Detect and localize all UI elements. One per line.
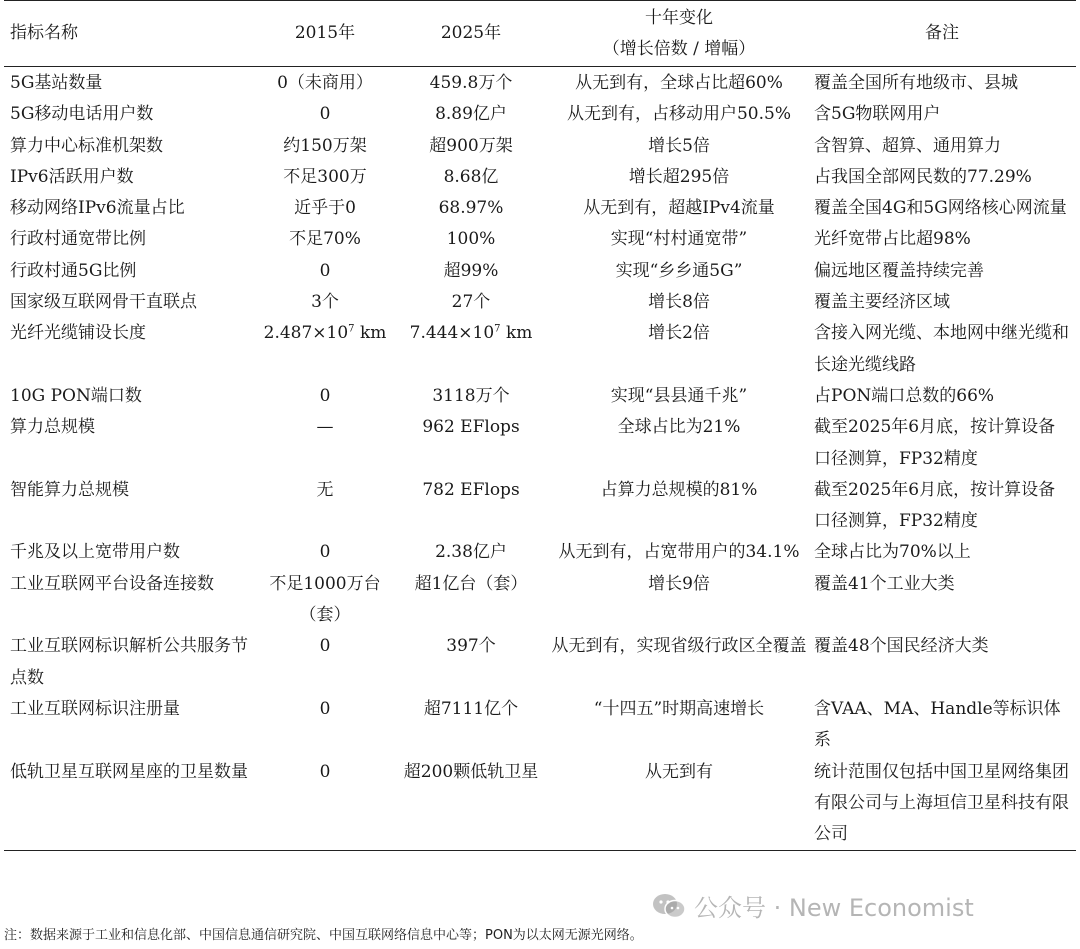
- cell-change: 增长2倍: [648, 323, 710, 344]
- cell-name: 行政村通宽带比例: [10, 229, 146, 250]
- table-row: [4, 67, 1076, 100]
- cell-note: 占PON端口总数的66%: [814, 385, 995, 406]
- cell-2025: 459.8万个: [429, 73, 513, 93]
- cell-name: 智能算力总规模: [10, 479, 129, 500]
- table-row: [4, 569, 1076, 632]
- footnote: 注：数据来源于工业和信息化部、中国信息通信研究院、中国互联网络信息中心等；PON为以太网无源光网络。: [4, 928, 643, 943]
- cell-2015: 0（未商用）: [277, 73, 373, 93]
- cell-2015: —: [316, 417, 334, 438]
- table-row: [4, 694, 1076, 757]
- cell-2025: 397个: [446, 636, 496, 657]
- header-2025: 2025年: [440, 23, 502, 43]
- cell-2025: 27个: [451, 292, 491, 313]
- cell-2025: 782 EFlops: [422, 479, 520, 500]
- cell-note: 全球占比为70%以上: [814, 542, 971, 563]
- cell-2025: 8.89亿户: [435, 104, 507, 125]
- table-row: [4, 318, 1076, 381]
- cell-2015: 不足1000万台（套）: [269, 573, 381, 626]
- value-base: 7.444×10: [409, 323, 495, 344]
- table-row: [4, 224, 1076, 255]
- cell-note: 含5G物联网用户: [814, 104, 941, 125]
- cell-2015: 0: [319, 698, 331, 719]
- document: [4, 0, 1076, 851]
- table-row: [4, 631, 1076, 694]
- table-row: [4, 162, 1076, 193]
- header-change-line1: 十年变化: [645, 7, 713, 28]
- cell-change: 占算力总规模的81%: [600, 479, 758, 500]
- cell-2025: 8.68亿: [443, 166, 499, 187]
- cell-name: 国家级互联网骨干直联点: [10, 292, 197, 313]
- cell-change: 全球占比为21%: [617, 417, 741, 438]
- cell-name: 移动网络IPv6流量占比: [10, 198, 185, 219]
- cell-change: 实现“村村通宽带”: [610, 229, 748, 250]
- cell-2015: 0: [319, 260, 331, 281]
- cell-name: 10G PON端口数: [10, 385, 142, 406]
- cell-name: 工业互联网平台设备连接数: [10, 573, 214, 594]
- value-exponent: 7: [494, 323, 501, 335]
- cell-change: 增长超295倍: [628, 166, 730, 187]
- cell-name: 千兆及以上宽带用户数: [10, 542, 180, 563]
- cell-2025: 68.97%: [438, 198, 504, 219]
- cell-change: 从无到有，超越IPv4流量: [583, 198, 775, 219]
- data-table: [4, 0, 1076, 851]
- cell-2015: 3个: [311, 292, 339, 313]
- cell-2025: 3118万个: [432, 385, 510, 406]
- cell-2025: 超200颗低轨卫星: [403, 761, 539, 782]
- cell-note: 占我国全部网民数的77.29%: [814, 166, 1032, 187]
- cell-change: 实现“县县通千兆”: [610, 385, 748, 406]
- cell-name: 5G基站数量: [10, 73, 103, 93]
- table-row: [4, 193, 1076, 224]
- cell-change: 实现“乡乡通5G”: [615, 260, 743, 281]
- cell-2015: 0: [319, 542, 331, 563]
- cell-note: 覆盖主要经济区域: [814, 292, 950, 313]
- cell-2025: [392, 318, 550, 381]
- header-change-line2: （增长倍数 / 增幅）: [602, 38, 756, 59]
- cell-2025: 超900万架: [429, 135, 513, 156]
- cell-2015: 不足70%: [289, 229, 361, 250]
- cell-change: 从无到有，占宽带用户的34.1%: [558, 542, 800, 563]
- table-row: [4, 757, 1076, 851]
- cell-name: 低轨卫星互联网星座的卫星数量: [10, 761, 248, 782]
- table-row: [4, 256, 1076, 287]
- cell-2015: 约150万架: [283, 135, 367, 156]
- cell-note: 含VAA、MA、Handle等标识体系: [814, 698, 1061, 751]
- cell-name: 工业互联网标识注册量: [10, 698, 180, 719]
- cell-2015: 0: [319, 385, 331, 406]
- cell-note: 统计范围仅包括中国卫星网络集团有限公司与上海垣信卫星科技有限公司: [814, 761, 1069, 845]
- cell-note: 截至2025年6月底，按计算设备口径测算，FP32精度: [814, 417, 1056, 469]
- cell-change: “十四五”时期高速增长: [593, 698, 765, 719]
- cell-2015: 近乎于0: [294, 198, 356, 219]
- cell-change: 从无到有: [645, 761, 713, 782]
- cell-note: 覆盖全国4G和5G网络核心网流量: [814, 198, 1067, 219]
- wechat-icon: [652, 892, 686, 920]
- table-header-row: [4, 1, 1076, 67]
- cell-2025: 超1亿台（套）: [414, 573, 528, 594]
- cell-change: 从无到有，全球占比超60%: [575, 73, 783, 93]
- cell-note: 覆盖全国所有地级市、县城: [814, 73, 1018, 93]
- cell-note: 偏远地区覆盖持续完善: [814, 260, 984, 281]
- table-row: [4, 99, 1076, 130]
- table-row: [4, 537, 1076, 568]
- cell-2015: 0: [319, 104, 331, 125]
- cell-note: 光纤宽带占比超98%: [814, 229, 971, 250]
- cell-2015: 0: [319, 636, 331, 657]
- header-name: 指标名称: [10, 23, 78, 43]
- table-row: [4, 287, 1076, 318]
- cell-name: 算力中心标准机架数: [10, 135, 163, 156]
- cell-2025: 962 EFlops: [422, 417, 520, 438]
- value-base: 2.487×10: [263, 323, 349, 344]
- cell-2025: 2.38亿户: [435, 542, 507, 563]
- cell-name: 算力总规模: [10, 417, 95, 438]
- header-2015: 2015年: [294, 23, 356, 43]
- cell-change: 从无到有，占移动用户50.5%: [566, 104, 791, 125]
- cell-note: 覆盖41个工业大类: [814, 573, 955, 594]
- cell-2015: 0: [319, 761, 331, 782]
- cell-2015: 不足300万: [283, 166, 367, 187]
- cell-name: 光纤光缆铺设长度: [10, 323, 146, 344]
- value-unit: km: [500, 323, 533, 344]
- cell-2025: 超7111亿个: [423, 698, 519, 719]
- table-row: [4, 131, 1076, 162]
- cell-note: 含接入网光缆、本地网中继光缆和长途光缆线路: [814, 323, 1069, 375]
- cell-note: 截至2025年6月底，按计算设备口径测算，FP32精度: [814, 479, 1056, 532]
- cell-note: 覆盖48个国民经济大类: [814, 636, 989, 657]
- cell-name: 工业互联网标识解析公共服务节点数: [10, 636, 248, 688]
- cell-name: 行政村通5G比例: [10, 260, 137, 281]
- cell-change: 增长8倍: [648, 292, 710, 313]
- watermark: [652, 888, 974, 923]
- table-row: [4, 475, 1076, 538]
- value-unit: km: [354, 323, 387, 344]
- table-row: [4, 412, 1076, 475]
- cell-name: IPv6活跃用户数: [10, 166, 134, 187]
- cell-2025: 100%: [446, 229, 496, 250]
- watermark-text: 公众号 · New Economist: [694, 894, 974, 922]
- cell-change: 增长9倍: [648, 573, 710, 594]
- header-note: 备注: [925, 23, 959, 43]
- table-row: [4, 381, 1076, 412]
- cell-2025: 超99%: [443, 260, 499, 281]
- value-exponent: 7: [348, 323, 355, 335]
- cell-2015: [258, 318, 392, 381]
- cell-2015: 无: [316, 479, 334, 500]
- cell-change: 从无到有，实现省级行政区全覆盖: [551, 636, 807, 657]
- cell-note: 含智算、超算、通用算力: [814, 135, 1001, 156]
- header-change: [550, 1, 808, 67]
- cell-change: 增长5倍: [648, 135, 710, 156]
- cell-name: 5G移动电话用户数: [10, 104, 154, 125]
